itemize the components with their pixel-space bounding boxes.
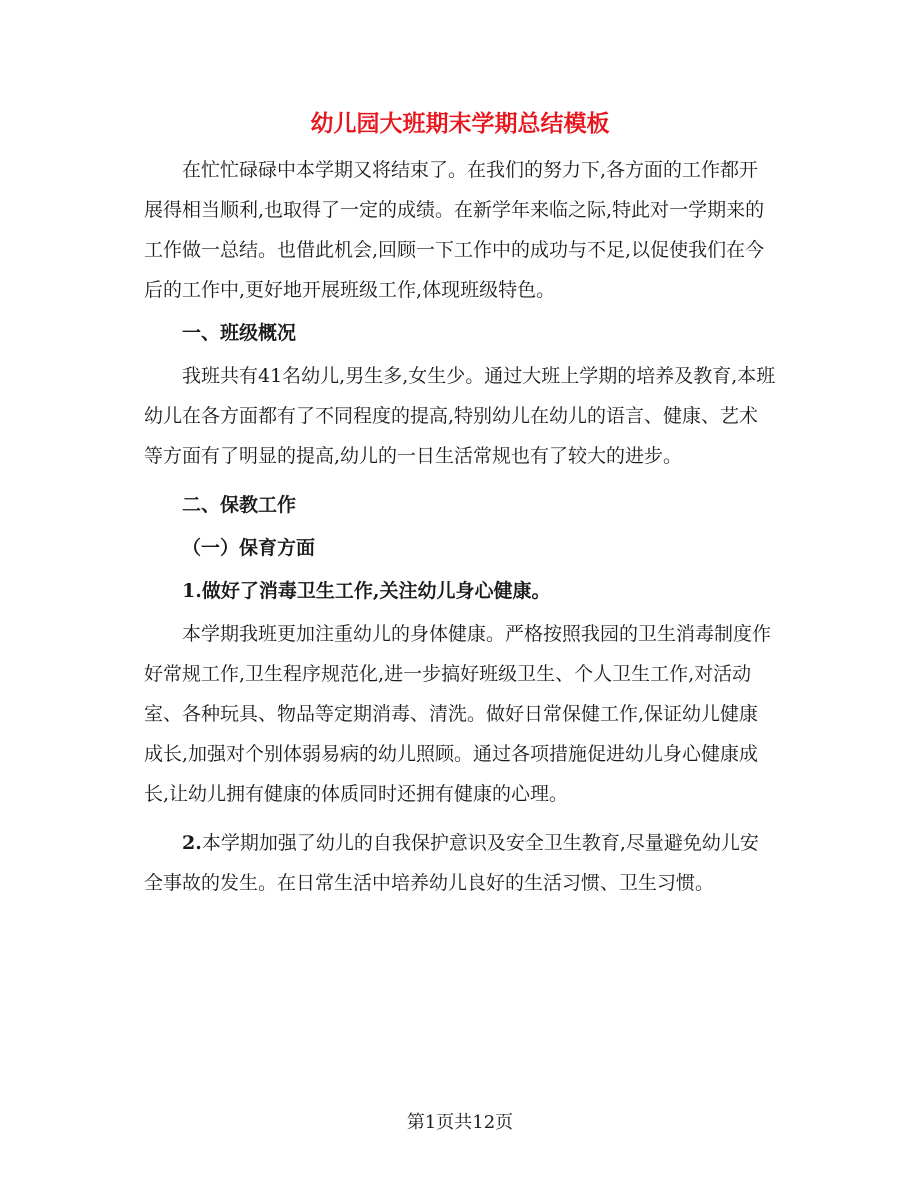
- section-heading-class-overview: 一、班级概况: [182, 322, 297, 344]
- subsection-heading-care: （一）保育方面: [182, 537, 316, 559]
- item-heading-disinfection: 1.做好了消毒卫生工作,关注幼儿身心健康。: [182, 580, 551, 602]
- safety-paragraph: [144, 823, 776, 903]
- section-heading-care-education: 二、保教工作: [182, 494, 297, 516]
- page-number-footer: 第1页共12页: [406, 1112, 514, 1133]
- safety-item-number: 2.: [182, 832, 202, 854]
- class-overview-paragraph: 我班共有41名幼儿,男生多,女生少。通过大班上学期的培养及教育,本班幼儿在各方面都有了不同程度的提高,特别幼儿在幼儿的语言、健康、艺术等方面有了明显的提高,幼儿的一日生活常规也有了较大的进步。: [144, 365, 776, 467]
- intro-paragraph: 在忙忙碌碌中本学期又将结束了。在我们的努力下,各方面的工作都开展得相当顺利,也取得了一定的成绩。在新学年来临之际,特此对一学期来的工作做一总结。也借此机会,回顾一下工作中的成功与不足,以促使我们在今后的工作中,更好地开展班级工作,体现班级特色。: [144, 159, 765, 301]
- document-body: [144, 150, 776, 903]
- disinfection-paragraph: 本学期我班更加注重幼儿的身体健康。严格按照我园的卫生消毒制度作好常规工作,卫生程序规范化,进一步搞好班级卫生、个人卫生工作,对活动室、各种玩具、物品等定期消毒、清洗。做好日常保健工作,保证幼儿健康成长,加强对个别体弱易病的幼儿照顾。通过各项措施促进幼儿身心健康成长,让幼儿拥有健康的体质同时还拥有健康的心理。: [144, 623, 772, 805]
- safety-item-text: 本学期加强了幼儿的自我保护意识及安全卫生教育,尽量避免幼儿安全事故的发生。在日常生活中培养幼儿良好的生活习惯、卫生习惯。: [144, 832, 759, 894]
- document-title: 幼儿园大班期末学期总结模板: [310, 110, 610, 137]
